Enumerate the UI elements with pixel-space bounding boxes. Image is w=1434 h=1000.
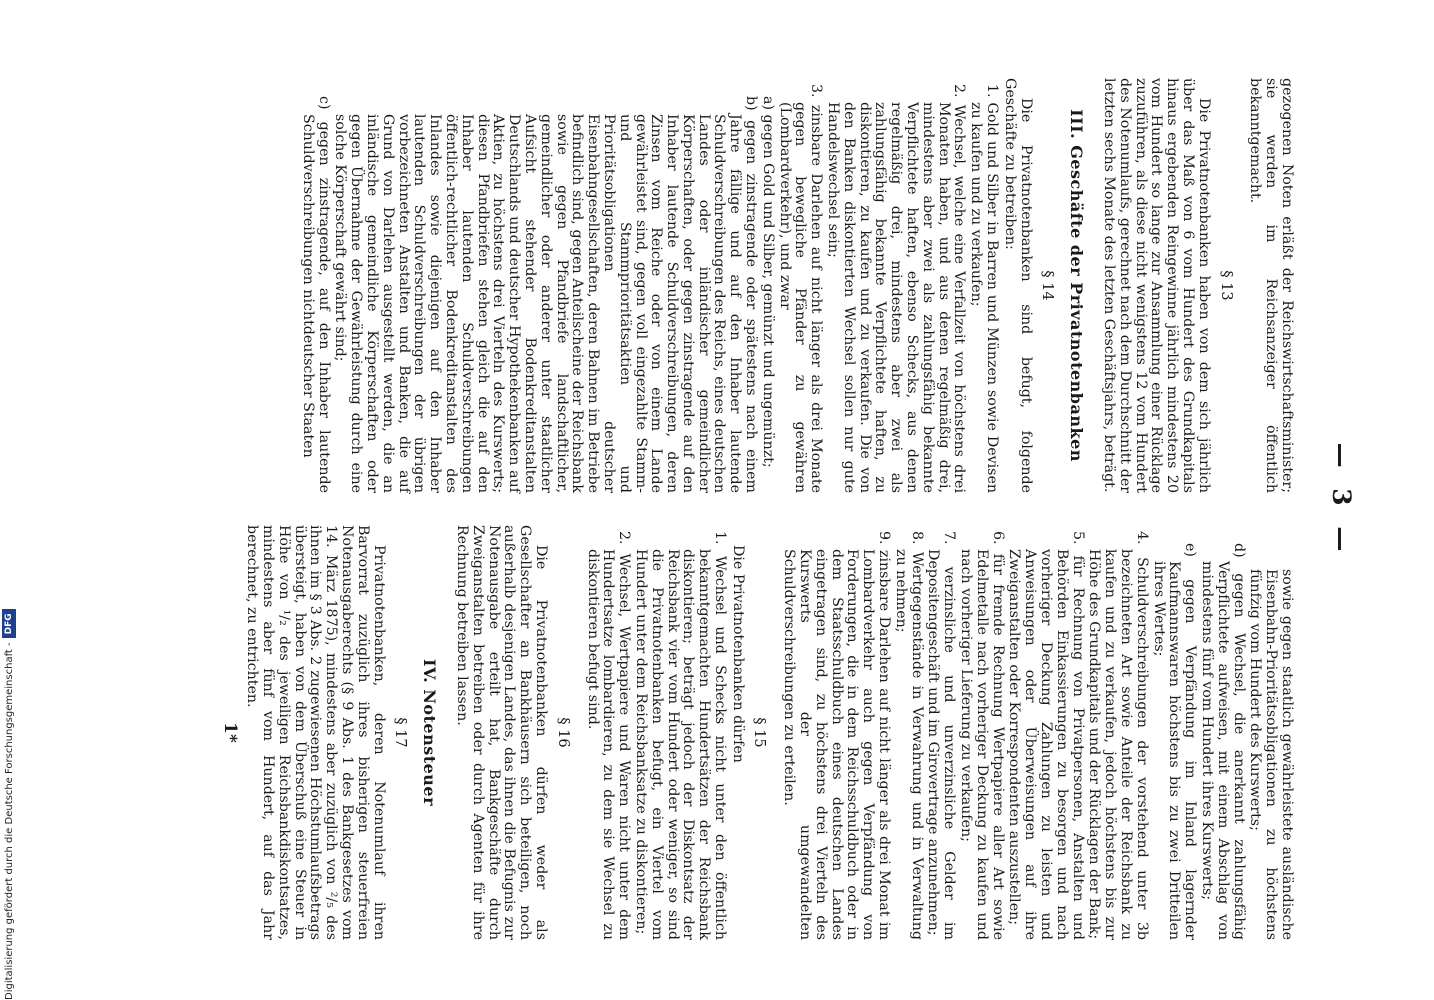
- section-14-item-3a: a) gegen Gold und Silber, gemünzt und ungemünzt;: [759, 96, 776, 468]
- section-14-item-3d: d) gegen Wechsel, die anerkannt zahlungsfähig Verpflichtete aufweisen, mit einem Abschlag von mindestens fünf vom Hundert ihres Kurswerts;: [1199, 543, 1247, 940]
- section-16-text: Die Privatnotenbanken dürfen weder als Gesellschafter an Bankhäusern sich beteiligen, noch außerhalb desjenigen Landes, das ihnen die Befugnis zur Notenausgabe erteilt hat, Bankgeschäfte durch Zweiganstalten betreiben oder durch Agenten für ihre Rechnung betreiben lassen.: [453, 525, 549, 940]
- section-14-intro: Die Privatnotenbanken sind befugt, folgende Geschäfte zu betreiben:: [1001, 78, 1034, 493]
- section-15-item-2: 2. Wechsel, Wertpapiere und Waren nicht unter dem Hundertsatze lombardieren, zu dem sie Wechsel zu diskontieren befugt sind.: [584, 531, 633, 940]
- section-14-item-3c: c) gegen zinstragende, auf den Inhaber lautende Schuldverschreibungen nichtdeutscher Staaten: [299, 96, 332, 493]
- left-column: [298, 78, 1294, 493]
- section-14-item-3b: b) gegen zinstragende oder spätestens nach einem Jahre fällige und auf den Inhaber lautende Schuldverschreibungen des Reichs, eines deutschen Landes oder inländischer gemeindlicher Körperschaften, oder gegen zinstragende auf den Inhaber lautende Schuldverschreibungen, deren Zinsen vom Reiche oder von einem Lande gewährleistet sind, gegen voll eingezahlte Stamm- und Stammprioritätsaktien und Prioritätsobligationen deutscher Eisenbahngesellschaften, deren Bahnen im Betriebe befindlich sind, gegen Anteilscheine der Reichsbank sowie gegen Pfandbriefe landschaftlicher, gemeindlicher oder anderer unter staatlicher Aufsicht stehender Bodenkreditanstalten Deutschlands und deutscher Hypothekenbanken auf Aktien, zu höchstens drei Vierteln des Kurswerts; diesen Pfandbriefen stehen gleich die auf den Inhaber lautenden Schuldverschreibungen öffentlich-rechtlicher Bodenkreditanstalten des Inlandes sowie diejenigen auf den Inhaber lautenden Schuldverschreibungen der übrigen vorbezeichneten Anstalten und Banken, die auf Grund von Darlehen ausgestellt werden, die an inländische gemeindliche Körperschaften oder gegen Übernahme der Gewährleistung durch eine solche Körperschaft gewährt sind;: [332, 96, 760, 493]
- page-number: — 3 —: [1327, 442, 1356, 558]
- section-14-item-8: 8. Wertgegenstände in Verwahrung und in Verwaltung zu nehmen;: [892, 531, 925, 940]
- section-14-item-4: 4. Schuldverschreibungen der vorstehend unter 3b bezeichneten Art sowie Anteile der Reichsbank zu kaufen und zu verkaufen, jedoch höchstens bis zur Höhe des Grundkapitals und der Rücklagen der Bank;: [1086, 531, 1150, 940]
- section-14-title: § 14: [1039, 270, 1056, 301]
- intro-paragraph: gezogenen Noten erläßt der Reichswirtschaftsminister; sie werden im Reichsanzeiger öffentlich bekanntgemacht.: [1247, 78, 1295, 493]
- section-14-item-9: 9. zinsbare Darlehen auf nicht länger als drei Monat im Lombardverkehr auch gegen Verpfändung von Forderungen, die in dem Reichsschuldbuch oder in dem Staatsschuldbuch eines deutschen Landes eingetragen sind, zu höchstens drei Vierteln des Kurswerts der umgewandelten Schuldverschreibungen zu erteilen.: [781, 531, 893, 940]
- dfg-logo-icon: DFG: [2, 609, 16, 638]
- section-15-item-1: 1. Wechsel und Schecks nicht unter den öffentlich bekanntgemachten Hundertsätzen der Reichsbank diskontieren; beträgt jedoch der Diskontsatz der Reichsbank vier vom Hundert oder weniger, so sind die Privatnotenbanken befugt, ein Viertel vom Hundert unter dem Reichsbanksatze zu diskontieren;: [632, 531, 728, 940]
- section-17-text: Privatnotenbanken, deren Notenumlauf ihren Barvorrat zuzüglich ihres bisherigen steuerfreien Notenausgaberechts (§ 9 Abs. 1 des Bankgesetzes vom 14. März 1875), mindestens aber zuzüglich von ²/₅ des ihnen im § 3 Abs. 2 zugewiesenen Höchstumlaufsbetrags übersteigt, haben von dem Überschuß eine Steuer in Höhe von ¹/₂ des jeweiligen Reichsbankdiskontsatzes, mindestens aber fünf vom Hundert, auf das Jahr berechnet, zu entrichten.: [244, 525, 387, 940]
- section-14-item-2: 2. Wechsel, welche eine Verfallzeit von höchstens drei Monaten haben, und aus denen regelmäßig drei, mindestens aber zwei als zahlungsfähig bekannte Verpflichtete haften, ebenso Schecks, aus denen regelmäßig drei, mindestens aber zwei als zahlungsfähig bekannte Verpflichtete haften, zu diskontieren, zu kaufen und zu verkaufen. Die von den Banken diskontierten Wechsel sollen nur gute Handelswechsel sein;: [825, 84, 968, 493]
- right-column: [222, 525, 1294, 940]
- section-14-item-1: 1. Gold und Silber in Barren und Münzen sowie Devisen zu kaufen und zu verkaufen;: [968, 84, 1001, 493]
- continuation-paragraph: sowie gegen staatlich gewährleistete ausländische Eisenbahn-Prioritätsobligationen zu höchstens fünfzig vom Hundert des Kurswerts;: [1247, 569, 1295, 940]
- dfg-credit-text: Digitalisierung gefördert durch die Deutsche Forschungsgemeinschaft -: [3, 642, 15, 1000]
- part-4-heading: IV. Notensteuer: [420, 658, 440, 807]
- part-3-heading: III. Geschäfte der Privatnotenbanken: [1067, 109, 1087, 462]
- section-15-title: § 15: [751, 717, 768, 748]
- section-14-item-3: 3. zinsbare Darlehen auf nicht länger als drei Monate gegen bewegliche Pfänder zu gewähren (Lombardverkehr), und zwar: [776, 84, 825, 493]
- section-13-text: Die Privatnotenbanken haben von dem sich jährlich über das Maß von 6 vom Hundert des Grundkapitals hinaus ergebenden Reingewinne jährlich mindestens 20 vom Hundert so lange zur Ansammlung einer Rücklage zuzuführen, als diese nicht wenigstens 12 vom Hundert des Notenumlaufs, gerechnet nach dem Durchschnitt der letzten sechs Monate des letzten Geschäftsjahrs, beträgt.: [1101, 78, 1212, 493]
- section-14-item-7: 7. verzinsliche und unverzinsliche Gelder im Depositengeschäft und im Girovertrage anzunehmen;: [925, 531, 958, 940]
- section-13-title: § 13: [1217, 270, 1234, 301]
- section-14-item-5: 5. für Rechnung von Privatpersonen, Anstalten und Behörden Einkassierungen zu besorgen und nach vorheriger Deckung Zahlungen zu leisten und Anweisungen oder Überweisungen auf ihre Zweiganstalten oder Korrespondenten auszustellen;: [1006, 531, 1086, 940]
- section-14-item-3e: e) gegen Verpfändung im Inland lagernder Kaufmannswaren höchstens bis zu zwei Dritteilen ihres Wertes;: [1150, 543, 1199, 940]
- section-15-intro: Die Privatnotenbanken dürfen: [729, 545, 746, 763]
- signature-mark: 1*: [220, 722, 241, 743]
- section-17-title: § 17: [392, 717, 409, 748]
- dfg-credit: [2, 609, 16, 1000]
- section-14-item-6: 6. für fremde Rechnung Wertpapiere aller Art sowie Edelmetalle nach vorheriger Deckung zu kaufen und nach vorheriger Lieferung zu verkaufen;: [958, 531, 1006, 940]
- section-16-title: § 16: [554, 717, 571, 748]
